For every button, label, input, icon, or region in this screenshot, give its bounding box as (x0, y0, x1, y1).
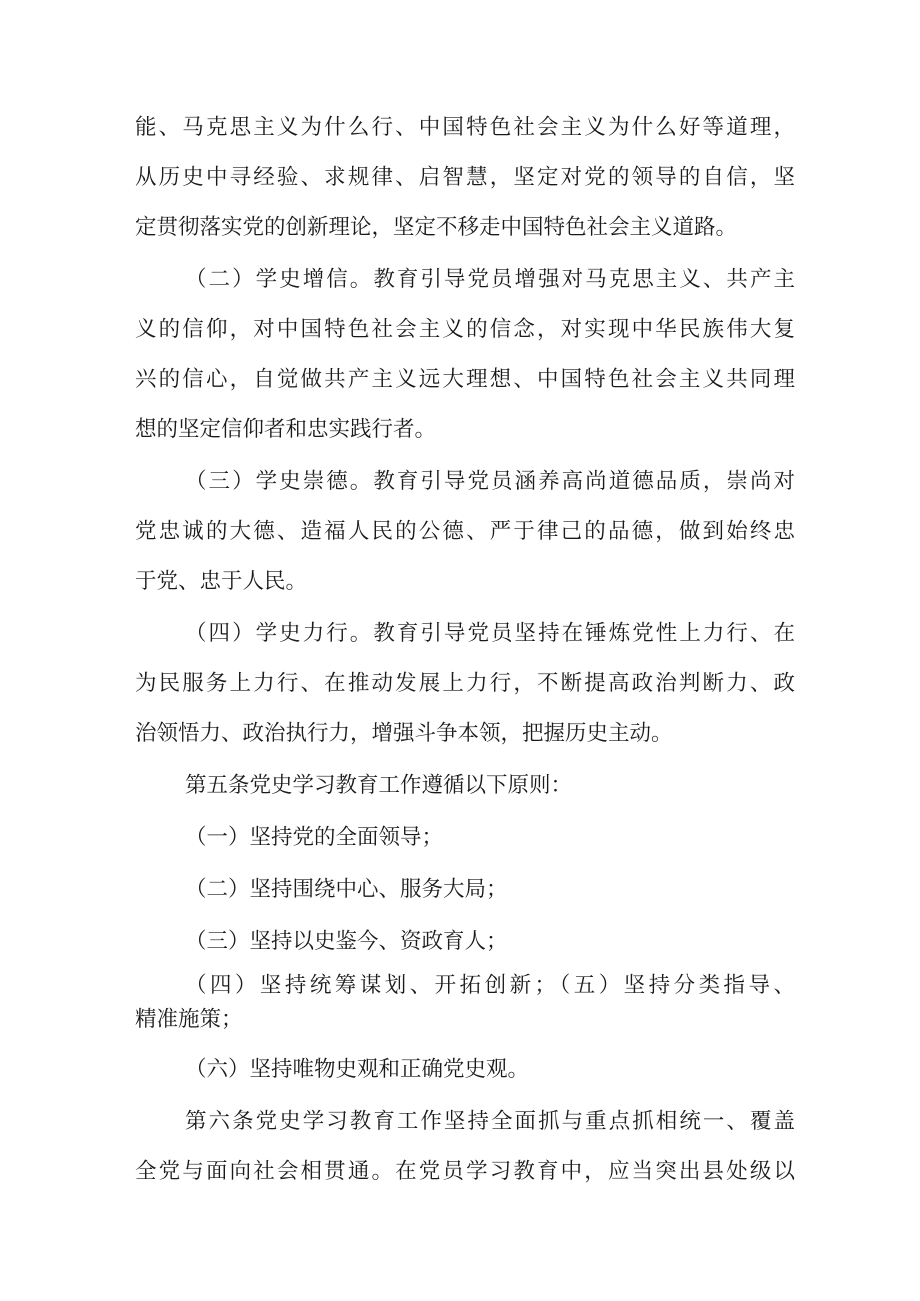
paragraph-principle-1 (135, 813, 795, 863)
text-line: （二）学史增信。教育引导党员增强对马克思主义、共产主 (185, 267, 795, 292)
text-line: 精准施策； (135, 1007, 243, 1032)
document-body (135, 103, 795, 1197)
text-line: （三）学史崇德。教育引导党员涵养高尚道德品质，崇尚对 (185, 469, 795, 494)
text-line: 治领悟力、政治执行力，增强斗争本领，把握历史主动。 (135, 721, 673, 746)
text-line: （六）坚持唯物史观和正确党史观。 (185, 1057, 530, 1082)
text-line: 于党、忠于人民。 (135, 569, 308, 594)
paragraph-principle-4-5 (135, 969, 795, 1037)
text-line: 为民服务上力行、在推动发展上力行，不断提高政治判断力、政 (135, 671, 795, 696)
text-line: 党忠诚的大德、造福人民的公德、严于律己的品德，做到始终忠 (135, 519, 795, 544)
text-line: （一）坚持党的全面领导； (185, 825, 444, 850)
text-line: 义的信仰，对中国特色社会主义的信念，对实现中华民族伟大复 (135, 317, 795, 342)
text-line: 全党与面向社会相贯通。在党员学习教育中，应当突出县处级以 (135, 1159, 795, 1184)
paragraph-xueshi-chongde (135, 457, 795, 607)
text-line: （四）学史力行。教育引导党员坚持在锤炼党性上力行、在 (185, 621, 795, 646)
paragraph-principle-3 (135, 917, 795, 967)
paragraph-continuation (135, 103, 795, 253)
text-line: 定贯彻落实党的创新理论，坚定不移走中国特色社会主义道路。 (135, 215, 738, 240)
text-line: 兴的信心，自觉做共产主义远大理想、中国特色社会主义共同理 (135, 367, 795, 392)
paragraph-article-6 (135, 1097, 795, 1197)
text-line: 第六条党史学习教育工作坚持全面抓与重点抓相统一、覆盖 (185, 1109, 795, 1134)
paragraph-xueshi-lixing (135, 609, 795, 759)
text-line: 第五条党史学习教育工作遵循以下原则： (185, 773, 573, 798)
text-line: （二）坚持围绕中心、服务大局； (185, 877, 508, 902)
text-line: 从历史中寻经验、求规律、启智慧，坚定对党的领导的自信，坚 (135, 165, 795, 190)
paragraph-xueshi-zengxin (135, 255, 795, 455)
paragraph-article-5 (135, 761, 795, 811)
paragraph-principle-2 (135, 865, 795, 915)
paragraph-principle-6 (135, 1045, 795, 1095)
text-line: 能、马克思主义为什么行、中国特色社会主义为什么好等道理， (135, 115, 795, 140)
text-line: （四）坚持统筹谋划、开拓创新；（五）坚持分类指导、 (185, 973, 795, 998)
text-line: 想的坚定信仰者和忠实践行者。 (135, 417, 437, 442)
text-line: （三）坚持以史鉴今、资政育人； (185, 929, 508, 954)
